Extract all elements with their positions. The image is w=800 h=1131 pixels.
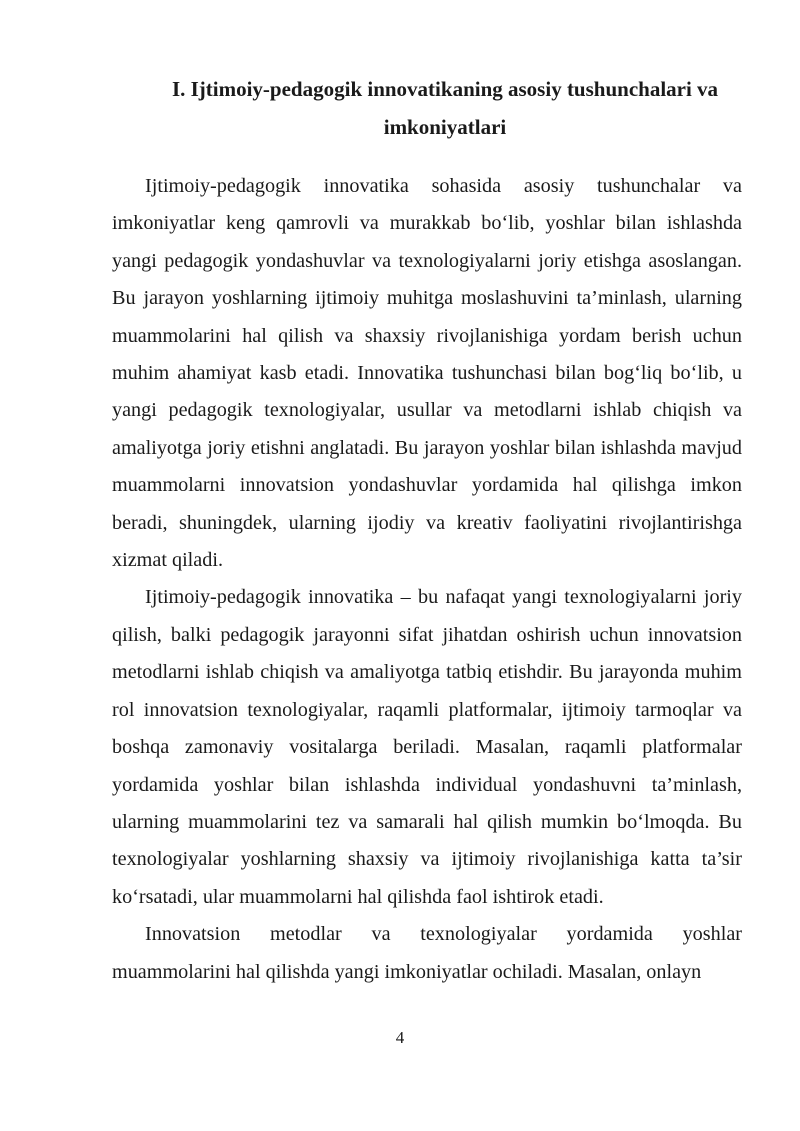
heading-line-1: I. Ijtimoiy-pedagogik innovatikaning asosiy tushunchalari va — [171, 77, 719, 101]
page-number: 4 — [395, 1028, 405, 1047]
heading-line-2: imkoniyatlari — [383, 115, 507, 139]
paragraph-2: Ijtimoiy-pedagogik innovatika – bu nafaqat yangi texnologiyalarni joriy qilish, balki pedagogik jarayonni sifat jihatdan oshirish uchun innovatsion metodlarni ishlab chiqish va amaliyotga tatbiq etishdir. Bu jarayonda muhim rol innovatsion texnologiyalar, raqamli platformalar, ijtimoiy tarmoqlar va boshqa zamonaviy vositalarga beriladi. Masalan, raqamli platformalar yordamida yoshlar bilan ishlashda individual yondashuvni ta’minlash, ularning muammolarini tez va samarali hal qilish mumkin bo‘lmoqda. Bu texnologiyalar yoshlarning shaxsiy va ijtimoiy rivojlanishiga katta ta’sir ko‘rsatadi, ular muammolarni hal qilishda faol ishtirok etadi. — [112, 586, 742, 908]
paragraph-1: Ijtimoiy-pedagogik innovatika sohasida asosiy tushunchalar va imkoniyatlar keng qamrovli va murakkab bo‘lib, yoshlar bilan ishlashda yangi pedagogik yondashuvlar va texnologiyalarni joriy etishga asoslangan. Bu jarayon yoshlarning ijtimoiy muhitga moslashuvini ta’minlash, ularning muammolarini hal qilish va shaxsiy rivojlanishiga yordam berish uchun muhim ahamiyat kasb etadi. Innovatika tushunchasi bilan bog‘liq bo‘lib, u yangi pedagogik texnologiyalar, usullar va metodlarni ishlab chiqish va amaliyotga joriy etishni anglatadi. Bu jarayon yoshlar bilan ishlashda mavjud muammolarni innovatsion yondashuvlar yordamida hal qilishga imkon beradi, shuningdek, ularning ijodiy va kreativ faoliyatini rivojlantirishga xizmat qiladi. — [112, 175, 742, 572]
body-text — [112, 168, 742, 991]
paragraph-3: Innovatsion metodlar va texnologiyalar yordamida yoshlar muammolarini hal qilishda yangi imkoniyatlar ochiladi. Masalan, onlayn — [112, 923, 742, 983]
section-heading — [112, 70, 778, 146]
